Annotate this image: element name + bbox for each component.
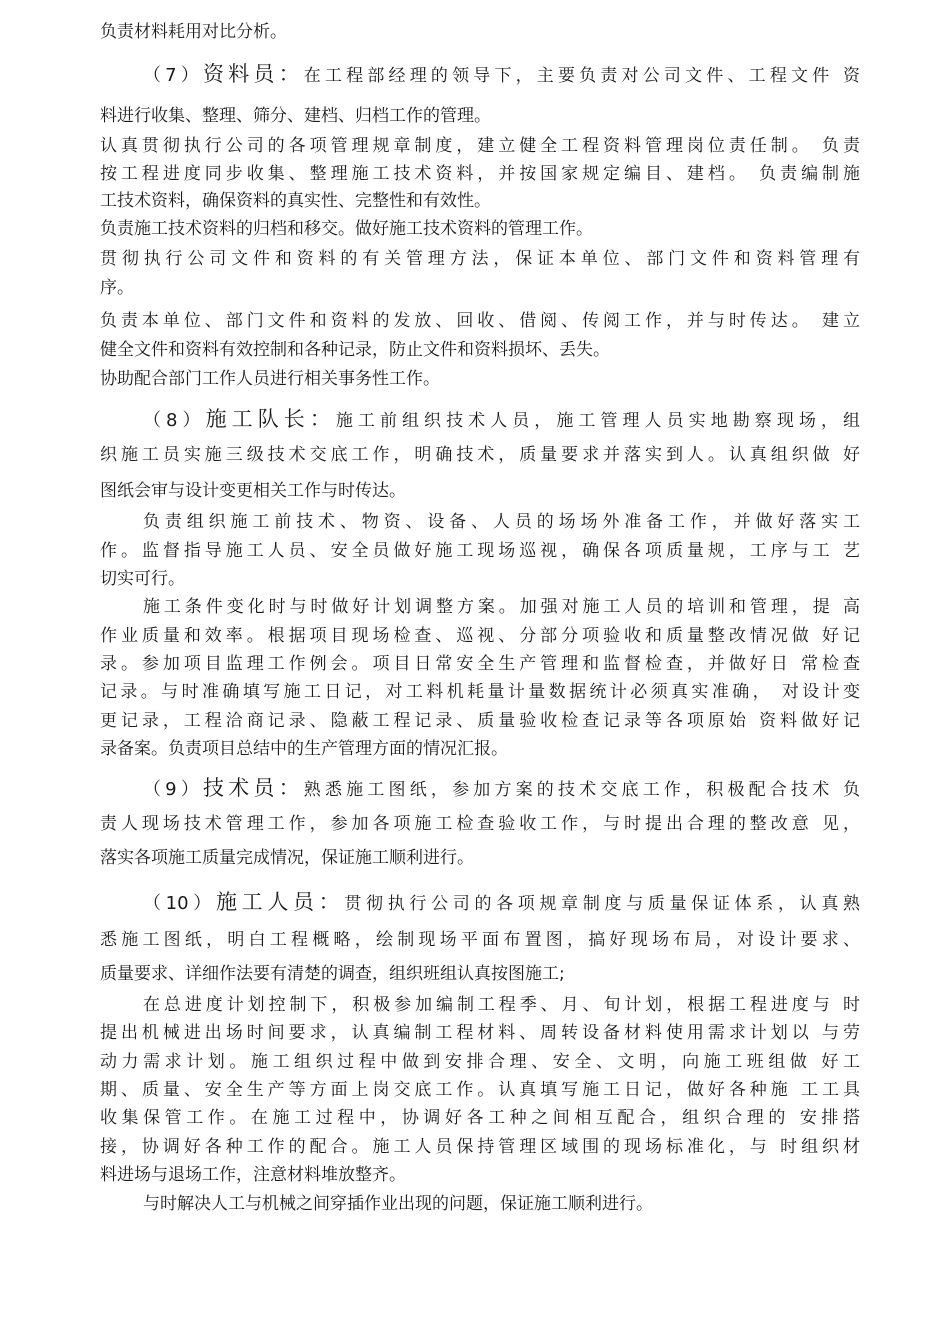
text-line: 记录。与时准确填写施工日记，对工料机耗量计量数据统计必须真实准确， 对设计变: [100, 682, 860, 702]
section-9-first-line: [143, 776, 860, 802]
section-title: 施工人员：: [215, 890, 345, 914]
text-line: 动力需求计划。施工组织过程中做到安排合理、安全、文明，向施工班组做 好工: [100, 1052, 860, 1072]
text-line: 认真贯彻执行公司的各项管理规章制度，建立健全工程资料管理岗位责任制。 负责: [100, 136, 860, 156]
text-line: 健全文件和资料有效控制和各种记录，防止文件和资料损坏、丢失。: [100, 340, 610, 360]
section-number: （7）: [143, 65, 204, 86]
text-line: 提出机械进出场时间要求，认真编制工程材料、周转设备材料使用需求计划以 与劳: [100, 1023, 860, 1043]
text-line: 作业质量和效率。根据项目现场检查、巡视、分部分项验收和质量整改情况做 好记: [100, 626, 860, 646]
text-line: 期、质量、安全生产等方面上岗交底工作。认真填写施工日记，做好各种施 工工具: [100, 1080, 860, 1100]
section-title: 技术员：: [203, 776, 304, 800]
text-line: 悉施工图纸，明白工程概略，绘制现场平面布置图，搞好现场布局，对设计要求、: [100, 930, 860, 950]
text-line: 协助配合部门工作人员进行相关事务性工作。: [100, 369, 440, 389]
text-run: 施工前组织技术人员，施工管理人员实地勘察现场，组: [335, 411, 861, 431]
section-number: （9）: [143, 779, 204, 800]
text-line: 贯彻执行公司文件和资料的有关管理方法，保证本单位、部门文件和资料管理有: [100, 249, 860, 269]
text-line: 负责施工技术资料的归档和移交。做好施工技术资料的管理工作。: [100, 219, 593, 239]
text-line: 施工条件变化时与时做好计划调整方案。加强对施工人员的培训和管理，提 高: [143, 597, 860, 617]
text-line: 更记录，工程洽商记录、隐蔽工程记录、质量验收检查记录等各项原始 资料做好记: [100, 711, 860, 731]
section-title: 施工队长：: [205, 407, 336, 431]
text-line: 料进场与退场工作，注意材料堆放整齐。: [100, 1165, 406, 1185]
text-line: 录备案。负责项目总结中的生产管理方面的情况汇报。: [100, 739, 508, 759]
section-title: 资料员：: [203, 62, 304, 86]
text-line: 料进行收集、整理、筛分、建档、归档工作的管理。: [100, 106, 491, 126]
text-line: 落实各项施工质量完成情况，保证施工顺利进行。: [100, 848, 474, 868]
text-line: 切实可行。: [100, 569, 185, 589]
text-line: 质量要求、详细作法要有清楚的调查，组织班组认真按图施工;: [100, 964, 565, 984]
text-run: 熟悉施工图纸，参加方案的技术交底工作，积极配合技术 负: [303, 780, 861, 800]
text-line: 图纸会审与设计变更相关工作与时传达。: [100, 481, 406, 501]
text-line: 在总进度计划控制下，积极参加编制工程季、月、旬计划，根据工程进度与 时: [143, 995, 860, 1015]
text-line: 织施工员实施三级技术交底工作，明确技术，质量要求并落实到人。认真组织做 好: [100, 445, 860, 465]
section-7-first-line: [143, 62, 860, 88]
text-line: 作。监督指导施工人员、安全员做好施工现场巡视，确保各项质量规，工序与工 艺: [100, 541, 860, 561]
text-line: 与时解决人工与机械之间穿插作业出现的问题，保证施工顺利进行。: [143, 1194, 653, 1214]
section-8-first-line: [143, 407, 860, 433]
text-line: 责人现场技术管理工作，参加各项施工检查验收工作，与时提出合理的整改意 见，: [100, 814, 860, 834]
text-line: 按工程进度同步收集、整理施工技术资料，并按国家规定编目、建档。 负责编制施: [100, 164, 860, 184]
text-line: 收集保管工作。在施工过程中，协调好各工种之间相互配合，组织合理的 安排搭: [100, 1108, 860, 1128]
text-line: 录。参加项目监理工作例会。项目日常安全生产管理和监督检查，并做好日 常检查: [100, 654, 860, 674]
section-number: （8）: [143, 410, 206, 431]
text-run: 贯彻执行公司的各项规章制度与质量保证体系，认真熟: [344, 894, 861, 914]
text-line: 负责材料耗用对比分析。: [100, 22, 287, 42]
text-line: 工技术资料，确保资料的真实性、完整性和有效性。: [100, 191, 491, 211]
section-10-first-line: [143, 890, 860, 916]
text-run: 在工程部经理的领导下，主要负责对公司文件、工程文件 资: [303, 66, 861, 86]
text-line: 负责本单位、部门文件和资料的发放、回收、借阅、传阅工作，并与时传达。 建立: [100, 311, 860, 331]
text-line: 接，协调好各种工作的配合。施工人员保持管理区域围的现场标准化，与 时组织材: [100, 1137, 860, 1157]
text-line: 序。: [100, 278, 134, 298]
section-number: （10）: [143, 893, 216, 914]
text-line: 负责组织施工前技术、物资、设备、人员的场场外准备工作，并做好落实工: [143, 512, 860, 532]
